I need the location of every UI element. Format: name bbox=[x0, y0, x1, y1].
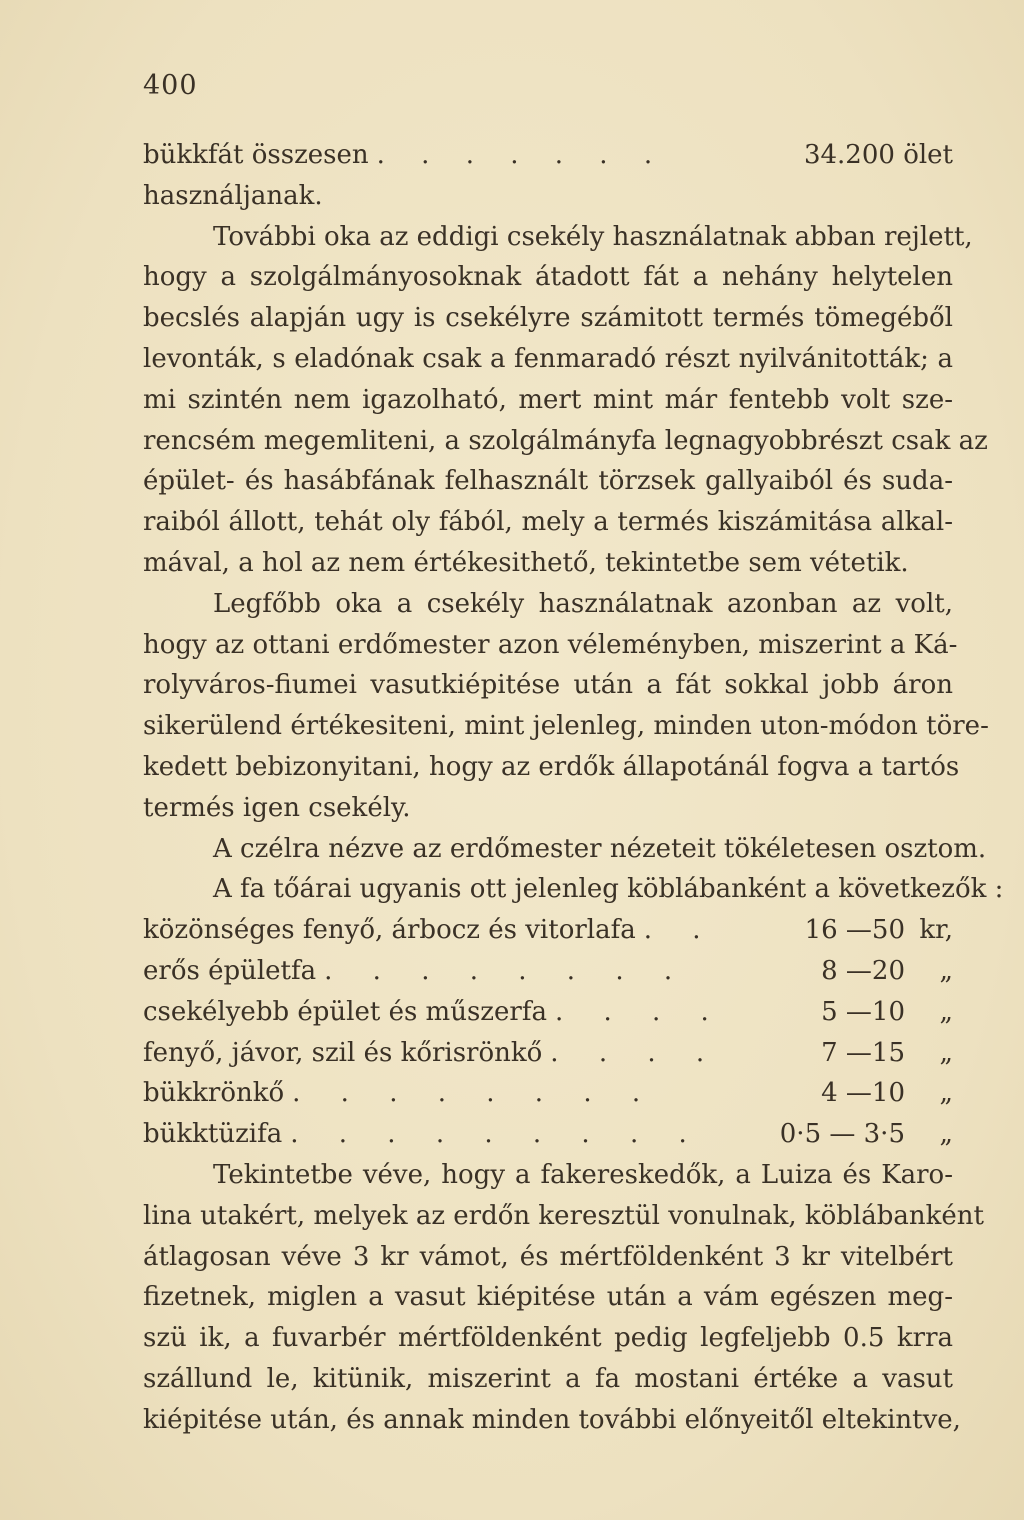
paragraph-line: Tekintetbe véve, hogy a fakereskedők, a Luiza és Karo- bbox=[213, 1159, 953, 1190]
price-range: 4 —10 bbox=[821, 1078, 905, 1109]
paragraph-line: A czélra nézve az erdőmester nézeteit tökéletesen osztom. bbox=[213, 833, 987, 864]
paragraph-line: használjanak. bbox=[143, 180, 323, 211]
price-item: erős épületfa bbox=[143, 955, 317, 986]
price-unit: „ bbox=[939, 1119, 953, 1150]
price-unit: „ bbox=[939, 955, 953, 986]
body-text bbox=[143, 135, 1004, 1441]
leader-dots: . . . . . . . . . bbox=[290, 1119, 703, 1150]
price-row bbox=[143, 1073, 953, 1114]
price-range: 8 —20 bbox=[821, 955, 905, 986]
paragraph-line: mával, a hol az nem értékesithető, tekintetbe sem vétetik. bbox=[143, 547, 909, 578]
paragraph-line: levonták, s eladónak csak a fenmaradó részt nyilvánitották; a bbox=[143, 343, 953, 374]
summary-line bbox=[143, 135, 953, 176]
paragraph-line: lina utakért, melyek az erdőn keresztül vonulnak, köblábanként bbox=[143, 1200, 984, 1231]
price-row bbox=[143, 1033, 953, 1074]
summary-value: 34.200 ölet bbox=[803, 140, 953, 170]
leader-dots: . . . . . . . bbox=[376, 140, 667, 170]
page-number: 400 bbox=[143, 70, 198, 101]
paragraph-line: raiból állott, tehát oly fából, mely a termés kiszámitása alkal- bbox=[143, 507, 953, 538]
price-unit: kr, bbox=[919, 915, 953, 946]
leader-dots: . . . . bbox=[550, 1037, 721, 1068]
paragraph-line: További oka az eddigi csekély használatnak abban rejlett, bbox=[213, 221, 973, 252]
paragraph-line: épület- és hasábfának felhasznált törzsek gallyaiból és suda- bbox=[143, 466, 953, 497]
leader-dots: . . . . . . . . bbox=[292, 1078, 657, 1109]
paragraph-line: szállund le, kitünik, miszerint a fa mostani értéke a vasut bbox=[143, 1363, 953, 1394]
price-unit: „ bbox=[939, 996, 953, 1027]
price-item: csekélyebb épület és műszerfa bbox=[143, 996, 547, 1027]
paragraph-line: fizetnek, miglen a vasut kiépitése után a vám egészen meg- bbox=[143, 1282, 953, 1313]
price-row bbox=[143, 1114, 953, 1155]
leader-dots: . . bbox=[643, 915, 717, 946]
price-item: bükktüzifa bbox=[143, 1119, 283, 1150]
paragraph-line: szü ik, a fuvarbér mértföldenként pedig legfeljebb 0.5 krra bbox=[143, 1323, 953, 1354]
paragraph-line: átlagosan véve 3 kr vámot, és mértföldenként 3 kr vitelbért bbox=[143, 1241, 953, 1272]
price-range: 16 —50 bbox=[804, 915, 905, 946]
price-row bbox=[143, 910, 953, 951]
price-row bbox=[143, 992, 953, 1033]
paragraph-line: becslés alapján ugy is csekélyre számitott termés tömegéből bbox=[143, 303, 953, 334]
paragraph-line: Legfőbb oka a csekély használatnak azonban az volt, bbox=[213, 588, 953, 619]
paragraph-line: A fa tőárai ugyanis ott jelenleg köblábanként a következők : bbox=[213, 874, 1004, 905]
price-item: közönséges fenyő, árbocz és vitorlafa bbox=[143, 915, 636, 946]
price-unit: „ bbox=[939, 1078, 953, 1109]
price-item: fenyő, jávor, szil és kőrisrönkő bbox=[143, 1037, 543, 1068]
price-unit: „ bbox=[939, 1037, 953, 1068]
paragraph-line: kiépitése után, és annak minden további előnyeitől eltekintve, bbox=[143, 1404, 961, 1435]
price-range: 7 —15 bbox=[821, 1037, 905, 1068]
price-range: 0·5 — 3·5 bbox=[779, 1119, 905, 1150]
price-range: 5 —10 bbox=[821, 996, 905, 1027]
paragraph-line: sikerülend értékesiteni, mint jelenleg, minden uton-módon töre- bbox=[143, 711, 989, 742]
paragraph-line: mi szintén nem igazolható, mert mint már fentebb volt sze- bbox=[143, 384, 953, 415]
leader-dots: . . . . bbox=[554, 996, 725, 1027]
leader-dots: . . . . . . . . bbox=[324, 955, 689, 986]
paragraph-line: rolyváros-fiumei vasutkiépitése után a fát sokkal jobb áron bbox=[143, 670, 953, 701]
price-item: bükkrönkő bbox=[143, 1078, 285, 1109]
paragraph-line: rencsém megemliteni, a szolgálmányfa legnagyobbrészt csak az bbox=[143, 425, 988, 456]
paragraph-line: hogy a szolgálmányosoknak átadott fát a nehány helytelen bbox=[143, 262, 953, 293]
price-row bbox=[143, 951, 953, 992]
summary-item: bükkfát összesen bbox=[143, 140, 369, 170]
paragraph-line: termés igen csekély. bbox=[143, 792, 411, 823]
paragraph-line: hogy az ottani erdőmester azon véleményben, miszerint a Ká- bbox=[143, 629, 958, 660]
paragraph-line: kedett bebizonyitani, hogy az erdők állapotánál fogva a tartós bbox=[143, 751, 960, 782]
